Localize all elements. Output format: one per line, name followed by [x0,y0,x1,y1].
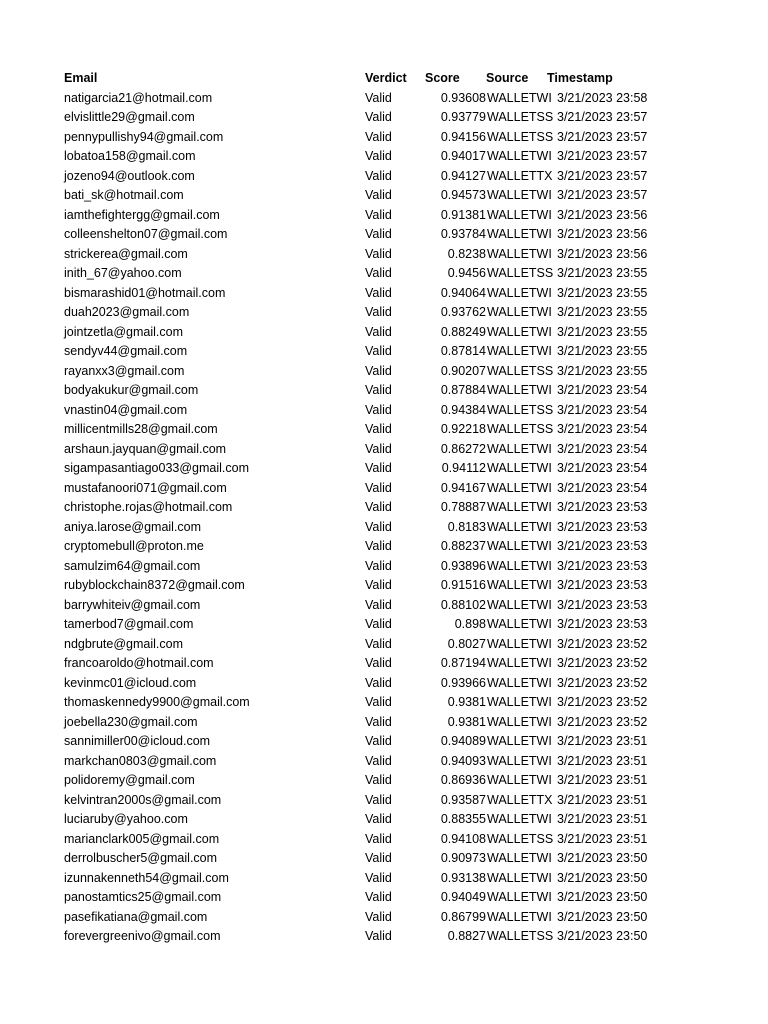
cell-timestamp: 3/21/2023 23:57 [557,110,648,124]
cell-timestamp: 3/21/2023 23:54 [557,480,648,495]
cell-score: 0.93138 [440,870,486,885]
table-row [0,596,768,616]
cell-verdict: Valid [365,110,392,124]
cell-source: WALLETWI [487,90,552,105]
cell-email: rayanxx3@gmail.com [64,363,185,378]
cell-source: WALLETWI [487,870,552,885]
cell-score: 0.94127 [440,168,486,183]
cell-verdict: Valid [365,305,392,319]
cell-verdict: Valid [365,617,392,631]
cell-email: pennypullishy94@gmail.com [64,129,224,144]
cell-source: WALLETWI [487,539,552,553]
table-row [0,128,768,148]
cell-source: WALLETWI [487,383,552,397]
cell-email: kelvintran2000s@gmail.com [64,792,222,807]
cell-verdict: Valid [365,129,392,144]
cell-verdict: Valid [365,363,392,378]
cell-email: lobatoa158@gmail.com [64,149,196,163]
cell-email: panostamtics25@gmail.com [64,890,222,904]
cell-source: WALLETWI [487,519,552,534]
cell-timestamp: 3/21/2023 23:57 [557,149,648,163]
cell-email: sendyv44@gmail.com [64,344,188,358]
cell-timestamp: 3/21/2023 23:56 [557,227,648,241]
cell-timestamp: 3/21/2023 23:50 [557,929,648,943]
table-header-row [0,69,768,89]
cell-timestamp: 3/21/2023 23:55 [557,305,648,319]
cell-email: colleenshelton07@gmail.com [64,227,228,241]
table-row [0,186,768,206]
cell-source: WALLETWI [487,909,552,924]
cell-verdict: Valid [365,149,392,163]
cell-source: WALLETWI [487,188,552,202]
table-row [0,537,768,557]
cell-verdict: Valid [365,714,392,729]
cell-source: WALLETWI [487,578,552,592]
cell-source: WALLETSS [487,402,554,417]
cell-verdict: Valid [365,402,392,417]
cell-email: rubyblockchain8372@gmail.com [64,578,245,592]
cell-email: izunnakenneth54@gmail.com [64,870,229,885]
cell-timestamp: 3/21/2023 23:51 [557,812,648,826]
cell-email: christophe.rojas@hotmail.com [64,500,233,514]
cell-score: 0.90207 [440,363,486,378]
cell-timestamp: 3/21/2023 23:51 [557,753,648,768]
cell-verdict: Valid [365,753,392,768]
cell-verdict: Valid [365,422,392,436]
cell-email: arshaun.jayquan@gmail.com [64,441,227,456]
cell-timestamp: 3/21/2023 23:55 [557,285,648,300]
cell-source: WALLETWI [487,480,552,495]
cell-score: 0.93784 [440,227,486,241]
cell-source: WALLETWI [487,773,552,787]
cell-verdict: Valid [365,792,392,807]
cell-score: 0.8827 [447,929,486,943]
cell-email: tamerbod7@gmail.com [64,617,194,631]
cell-source: WALLETWI [487,753,552,768]
cell-timestamp: 3/21/2023 23:51 [557,773,648,787]
cell-score: 0.78887 [440,500,486,514]
cell-source: WALLETWI [487,714,552,729]
cell-email: inith_67@yahoo.com [64,266,182,280]
table-row [0,420,768,440]
cell-email: francoaroldo@hotmail.com [64,656,214,670]
table-row [0,557,768,577]
cell-source: WALLETWI [487,558,552,573]
table-row [0,830,768,850]
cell-source: WALLETWI [487,441,552,456]
cell-timestamp: 3/21/2023 23:50 [557,870,648,885]
cell-score: 0.86936 [440,773,486,787]
cell-score: 0.94093 [440,753,486,768]
cell-score: 0.94112 [441,461,486,475]
cell-email: aniya.larose@gmail.com [64,519,202,534]
cell-score: 0.9456 [447,266,486,280]
cell-verdict: Valid [365,656,392,670]
cell-score: 0.94156 [440,129,486,144]
table-row [0,518,768,538]
cell-email: vnastin04@gmail.com [64,402,188,417]
cell-email: bati_sk@hotmail.com [64,188,184,202]
cell-timestamp: 3/21/2023 23:52 [557,695,648,709]
cell-source: WALLETWI [487,285,552,300]
cell-score: 0.94167 [440,480,486,495]
cell-source: WALLETSS [487,129,554,144]
cell-timestamp: 3/21/2023 23:54 [557,422,648,436]
cell-score: 0.93587 [440,792,486,807]
cell-source: WALLETWI [487,851,552,865]
cell-timestamp: 3/21/2023 23:55 [557,266,648,280]
table-row [0,693,768,713]
cell-timestamp: 3/21/2023 23:53 [557,539,648,553]
table-row [0,264,768,284]
table-row [0,713,768,733]
cell-source: WALLETTX [487,168,553,183]
cell-source: WALLETSS [487,422,554,436]
cell-verdict: Valid [365,851,392,865]
table-row [0,654,768,674]
cell-source: WALLETWI [487,597,552,612]
cell-timestamp: 3/21/2023 23:52 [557,714,648,729]
cell-verdict: Valid [365,90,392,105]
cell-score: 0.93896 [440,558,486,573]
table-row [0,927,768,947]
header-source: Source [486,71,529,85]
cell-score: 0.93608 [440,90,486,105]
cell-email: sannimiller00@icloud.com [64,734,211,748]
cell-verdict: Valid [365,324,392,339]
cell-verdict: Valid [365,441,392,456]
table-row [0,401,768,421]
cell-timestamp: 3/21/2023 23:53 [557,500,648,514]
cell-source: WALLETWI [487,617,552,631]
cell-verdict: Valid [365,168,392,183]
cell-source: WALLETWI [487,461,552,475]
cell-timestamp: 3/21/2023 23:54 [557,441,648,456]
cell-verdict: Valid [365,636,392,651]
cell-email: samulzim64@gmail.com [64,558,201,573]
cell-score: 0.92218 [440,422,486,436]
cell-verdict: Valid [365,890,392,904]
cell-timestamp: 3/21/2023 23:53 [557,597,648,612]
table-row [0,147,768,167]
cell-source: WALLETWI [487,227,552,241]
cell-score: 0.8238 [447,246,486,261]
cell-email: derrolbuscher5@gmail.com [64,851,218,865]
table-row [0,342,768,362]
cell-score: 0.94573 [440,188,486,202]
cell-verdict: Valid [365,539,392,553]
table-row [0,323,768,343]
cell-verdict: Valid [365,773,392,787]
cell-timestamp: 3/21/2023 23:53 [557,578,648,592]
table-row [0,635,768,655]
cell-timestamp: 3/21/2023 23:57 [557,129,648,144]
cell-verdict: Valid [365,480,392,495]
cell-email: sigampasantiago033@gmail.com [64,461,250,475]
cell-verdict: Valid [365,597,392,612]
cell-score: 0.88249 [440,324,486,339]
cell-email: luciaruby@yahoo.com [64,812,188,826]
cell-source: WALLETSS [487,110,554,124]
cell-score: 0.898 [454,617,486,631]
cell-email: joebella230@gmail.com [64,714,198,729]
cell-score: 0.9381 [447,695,486,709]
cell-source: WALLETSS [487,929,554,943]
table-body [0,89,768,947]
cell-timestamp: 3/21/2023 23:54 [557,461,648,475]
cell-score: 0.86272 [440,441,486,456]
cell-timestamp: 3/21/2023 23:52 [557,636,648,651]
cell-source: WALLETWI [487,695,552,709]
table-row [0,89,768,109]
cell-verdict: Valid [365,831,392,846]
cell-timestamp: 3/21/2023 23:57 [557,168,648,183]
cell-verdict: Valid [365,285,392,300]
header-score: Score [425,71,460,85]
cell-verdict: Valid [365,519,392,534]
table-row [0,752,768,772]
table-row [0,908,768,928]
cell-score: 0.8183 [447,519,486,534]
table-row [0,888,768,908]
cell-timestamp: 3/21/2023 23:55 [557,363,648,378]
cell-verdict: Valid [365,246,392,261]
cell-score: 0.94384 [440,402,486,417]
cell-email: elvislittle29@gmail.com [64,110,195,124]
cell-source: WALLETSS [487,266,554,280]
cell-timestamp: 3/21/2023 23:56 [557,207,648,222]
cell-verdict: Valid [365,695,392,709]
table-row [0,479,768,499]
cell-verdict: Valid [365,266,392,280]
cell-source: WALLETTX [487,792,553,807]
cell-score: 0.8027 [447,636,486,651]
cell-score: 0.94089 [440,734,486,748]
cell-score: 0.90973 [440,851,486,865]
cell-timestamp: 3/21/2023 23:50 [557,890,648,904]
cell-source: WALLETWI [487,636,552,651]
cell-verdict: Valid [365,188,392,202]
cell-score: 0.91516 [440,578,486,592]
cell-timestamp: 3/21/2023 23:53 [557,617,648,631]
cell-email: jointzetla@gmail.com [64,324,183,339]
cell-email: jozeno94@outlook.com [64,168,195,183]
cell-timestamp: 3/21/2023 23:51 [557,831,648,846]
cell-email: strickerea@gmail.com [64,246,188,261]
cell-verdict: Valid [365,500,392,514]
cell-score: 0.87884 [440,383,486,397]
table-row [0,362,768,382]
cell-score: 0.91381 [440,207,486,222]
cell-timestamp: 3/21/2023 23:51 [557,792,648,807]
email-table [0,69,768,947]
cell-verdict: Valid [365,461,392,475]
cell-email: forevergreenivo@gmail.com [64,929,221,943]
cell-verdict: Valid [365,812,392,826]
header-verdict: Verdict [365,71,407,85]
cell-source: WALLETWI [487,324,552,339]
cell-source: WALLETWI [487,812,552,826]
cell-score: 0.94108 [440,831,486,846]
cell-score: 0.87194 [440,656,486,670]
cell-email: barrywhiteiv@gmail.com [64,597,201,612]
cell-source: WALLETSS [487,363,554,378]
cell-timestamp: 3/21/2023 23:55 [557,324,648,339]
cell-verdict: Valid [365,344,392,358]
table-row [0,225,768,245]
table-row [0,810,768,830]
cell-verdict: Valid [365,227,392,241]
cell-email: millicentmills28@gmail.com [64,422,218,436]
cell-score: 0.87814 [440,344,486,358]
cell-source: WALLETWI [487,344,552,358]
cell-verdict: Valid [365,207,392,222]
cell-score: 0.93779 [440,110,486,124]
cell-email: kevinmc01@icloud.com [64,675,197,690]
header-timestamp: Timestamp [547,71,613,85]
table-row [0,303,768,323]
cell-score: 0.88237 [440,539,486,553]
cell-email: bismarashid01@hotmail.com [64,285,226,300]
table-row [0,206,768,226]
cell-timestamp: 3/21/2023 23:51 [557,734,648,748]
cell-email: marianclark005@gmail.com [64,831,220,846]
table-row [0,674,768,694]
cell-source: WALLETWI [487,500,552,514]
cell-score: 0.9381 [447,714,486,729]
table-row [0,576,768,596]
table-row [0,771,768,791]
cell-verdict: Valid [365,929,392,943]
cell-timestamp: 3/21/2023 23:55 [557,344,648,358]
cell-timestamp: 3/21/2023 23:52 [557,656,648,670]
cell-verdict: Valid [365,909,392,924]
cell-verdict: Valid [365,558,392,573]
cell-source: WALLETWI [487,734,552,748]
cell-source: WALLETWI [487,890,552,904]
cell-timestamp: 3/21/2023 23:58 [557,90,648,105]
cell-email: polidoremy@gmail.com [64,773,195,787]
cell-timestamp: 3/21/2023 23:54 [557,383,648,397]
cell-timestamp: 3/21/2023 23:50 [557,851,648,865]
table-row [0,167,768,187]
cell-timestamp: 3/21/2023 23:57 [557,188,648,202]
cell-timestamp: 3/21/2023 23:54 [557,402,648,417]
table-row [0,284,768,304]
table-row [0,849,768,869]
cell-score: 0.94064 [440,285,486,300]
table-row [0,459,768,479]
table-row [0,440,768,460]
cell-timestamp: 3/21/2023 23:53 [557,558,648,573]
cell-email: ndgbrute@gmail.com [64,636,183,651]
cell-score: 0.94049 [440,890,486,904]
cell-score: 0.93966 [440,675,486,690]
cell-source: WALLETWI [487,207,552,222]
table-row [0,869,768,889]
cell-source: WALLETSS [487,831,554,846]
cell-timestamp: 3/21/2023 23:52 [557,675,648,690]
cell-timestamp: 3/21/2023 23:50 [557,909,648,924]
cell-timestamp: 3/21/2023 23:56 [557,246,648,261]
header-email: Email [64,71,98,85]
cell-email: bodyakukur@gmail.com [64,383,199,397]
cell-source: WALLETWI [487,246,552,261]
table-row [0,615,768,635]
table-row [0,791,768,811]
cell-email: markchan0803@gmail.com [64,753,217,768]
table-row [0,498,768,518]
cell-email: pasefikatiana@gmail.com [64,909,208,924]
cell-verdict: Valid [365,675,392,690]
cell-source: WALLETWI [487,149,552,163]
table-row [0,245,768,265]
cell-score: 0.88102 [440,597,486,612]
table-row [0,732,768,752]
cell-source: WALLETWI [487,656,552,670]
cell-email: duah2023@gmail.com [64,305,190,319]
table-row [0,108,768,128]
cell-email: natigarcia21@hotmail.com [64,90,213,105]
cell-verdict: Valid [365,734,392,748]
cell-source: WALLETWI [487,305,552,319]
cell-email: mustafanoori071@gmail.com [64,480,227,495]
cell-score: 0.93762 [440,305,486,319]
cell-verdict: Valid [365,383,392,397]
cell-score: 0.88355 [440,812,486,826]
cell-email: cryptomebull@proton.me [64,539,204,553]
cell-timestamp: 3/21/2023 23:53 [557,519,648,534]
cell-verdict: Valid [365,870,392,885]
cell-score: 0.86799 [440,909,486,924]
cell-source: WALLETWI [487,675,552,690]
cell-email: thomaskennedy9900@gmail.com [64,695,250,709]
table-row [0,381,768,401]
cell-email: iamthefightergg@gmail.com [64,207,220,222]
cell-score: 0.94017 [440,149,486,163]
cell-verdict: Valid [365,578,392,592]
